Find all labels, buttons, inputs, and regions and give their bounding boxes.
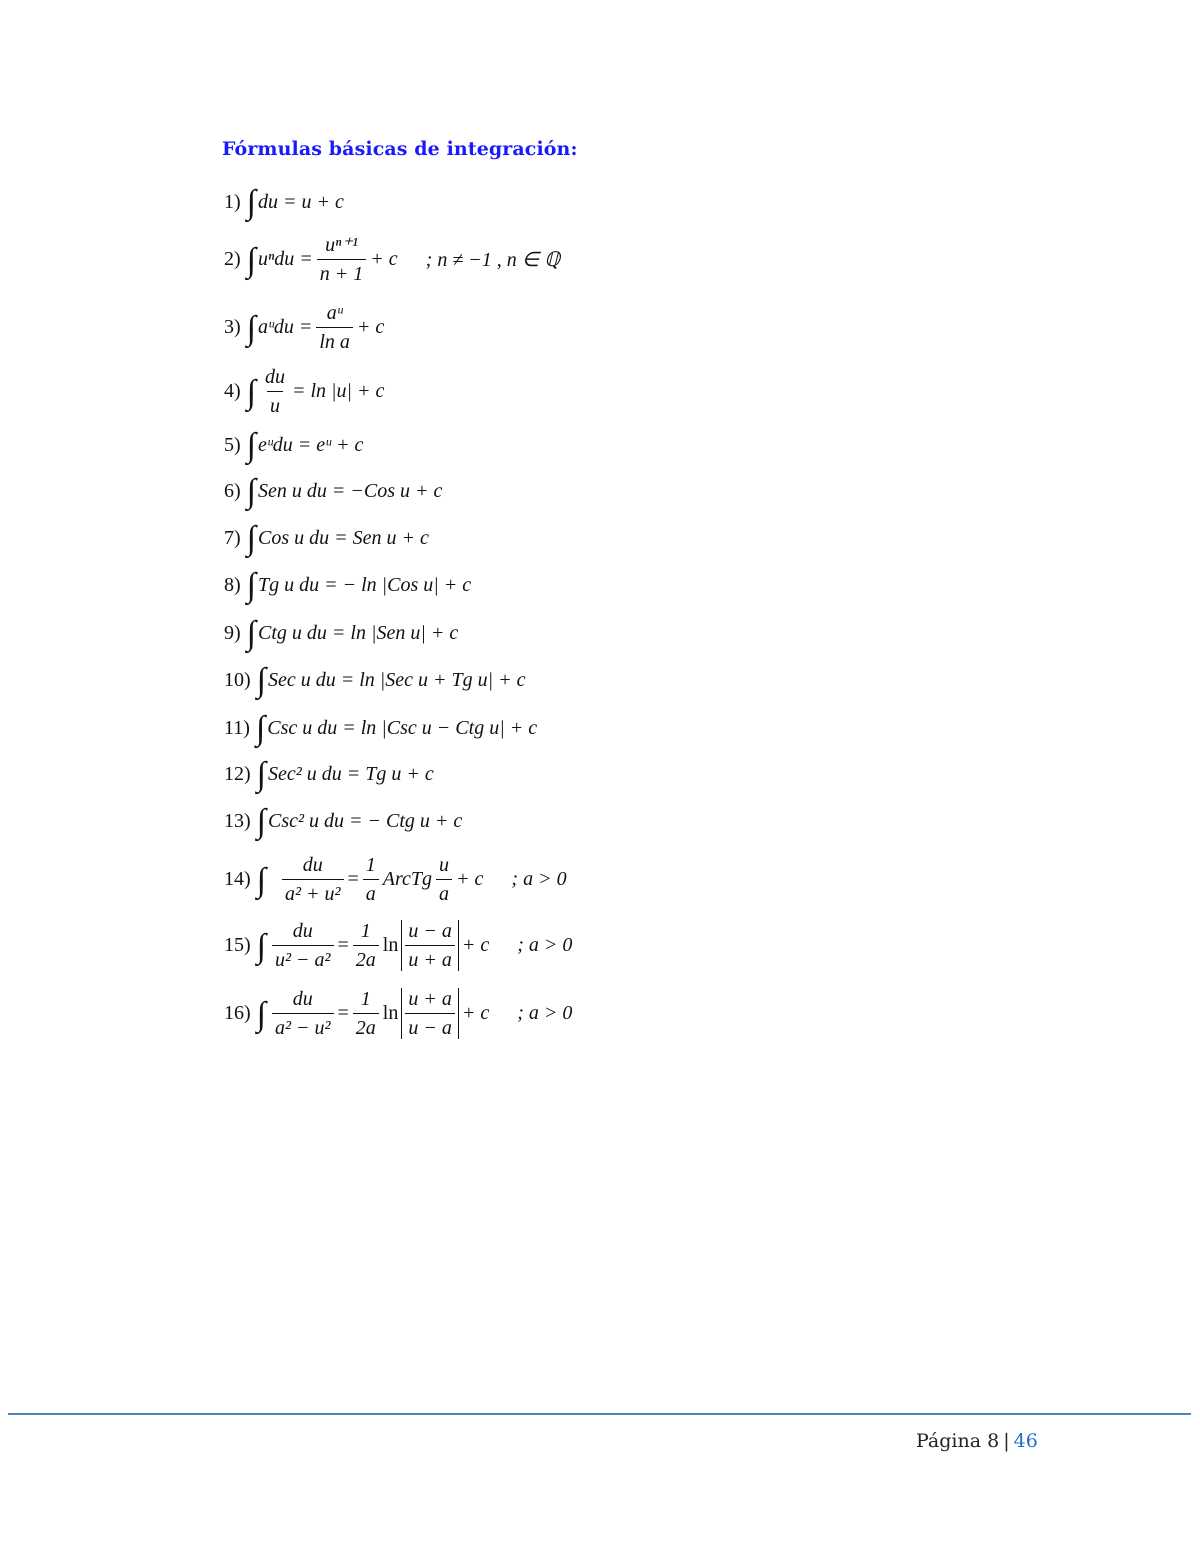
formula-lhs: Sen u du = −Cos u + c: [258, 479, 443, 502]
integral-sign-icon: ∫: [246, 241, 256, 279]
integral-sign-icon: ∫: [256, 662, 266, 699]
integral-sign-icon: ∫: [246, 615, 256, 652]
integral-sign-icon: ∫: [246, 427, 256, 464]
formula-number: 2): [224, 248, 241, 270]
denominator: a: [363, 879, 379, 905]
formula-7: [224, 521, 429, 555]
integral-sign-icon: ∫: [246, 567, 256, 604]
fraction: [405, 920, 455, 971]
footer-divider: [8, 1413, 1191, 1415]
page-heading: Fórmulas básicas de integración:: [222, 138, 578, 160]
integral-sign-icon: ∫: [246, 520, 256, 557]
numerator: u: [439, 854, 450, 876]
formula-4: [224, 366, 384, 417]
fraction: [272, 920, 334, 971]
integral-sign-icon: ∫: [246, 373, 256, 411]
formula-number: 6): [224, 479, 241, 502]
numerator: 1: [360, 920, 371, 942]
formula-12: [224, 757, 434, 791]
formula-1: [224, 185, 344, 219]
formula-number: 14): [224, 868, 251, 890]
formula-number: 15): [224, 934, 251, 956]
fraction: [353, 920, 379, 971]
formula-tail: + c: [356, 316, 385, 338]
formula-number: 16): [224, 1002, 251, 1024]
formula-lhs: Tg u du = − ln |Cos u| + c: [258, 573, 472, 596]
formula-number: 1): [224, 190, 241, 213]
page-label: Página 8: [916, 1430, 1000, 1452]
equals-sign: =: [347, 868, 359, 890]
denominator: a² − u²: [272, 1013, 334, 1039]
fraction: [405, 988, 455, 1039]
formula-16: [224, 988, 572, 1039]
ln-label: ln: [382, 934, 399, 956]
denominator: u: [267, 391, 283, 417]
formula-8: [224, 568, 471, 602]
formula-lhs: uⁿdu =: [258, 248, 313, 270]
fraction: [316, 302, 353, 353]
formula-2: [224, 234, 560, 285]
formula-lhs: Csc² u du = − Ctg u + c: [268, 809, 463, 832]
formula-6: [224, 474, 442, 508]
fraction: [272, 988, 334, 1039]
fraction: [363, 854, 379, 905]
integral-sign-icon: ∫: [256, 803, 266, 840]
page-footer: [916, 1430, 1038, 1452]
numerator: 1: [365, 854, 376, 876]
formula-number: 3): [224, 316, 241, 338]
formula-condition: ; a > 0: [517, 934, 573, 956]
formula-11: [224, 711, 537, 745]
formula-lhs: Sec² u du = Tg u + c: [268, 762, 434, 785]
formula-number: 7): [224, 526, 241, 549]
fraction: [317, 234, 367, 285]
formula-number: 11): [224, 716, 250, 739]
formula-number: 13): [224, 809, 251, 832]
numerator: aᵘ: [326, 302, 343, 324]
formula-number: 4): [224, 380, 241, 402]
formula-number: 8): [224, 573, 241, 596]
formula-lhs: Ctg u du = ln |Sen u| + c: [258, 621, 459, 644]
fraction: [353, 988, 379, 1039]
ln-label: ln: [382, 1002, 399, 1024]
formula-tail: + c: [456, 868, 484, 890]
formula-condition: ; a > 0: [517, 1002, 573, 1024]
denominator: u − a: [405, 1013, 455, 1039]
formula-9: [224, 616, 458, 650]
formula-rhs: = u + c: [283, 190, 344, 213]
fraction: [262, 366, 288, 417]
denominator: u + a: [405, 945, 455, 971]
integral-sign-icon: ∫: [256, 756, 266, 793]
formula-number: 12): [224, 762, 251, 785]
denominator: 2a: [353, 1013, 379, 1039]
equals-sign: =: [337, 934, 349, 956]
integral-sign-icon: ∫: [255, 710, 266, 747]
formula-lhs: eᵘdu = eᵘ + c: [258, 433, 364, 456]
integral-sign-icon: ∫: [256, 861, 266, 899]
formula-tail: + c: [370, 248, 398, 270]
denominator: a² + u²: [282, 879, 344, 905]
integral-sign-icon: ∫: [246, 184, 256, 221]
formula-lhs: aᵘdu =: [258, 316, 313, 338]
numerator: du: [265, 366, 285, 388]
formula-10: [224, 663, 526, 697]
absolute-value: [401, 920, 459, 971]
formula-number: 9): [224, 621, 241, 644]
numerator: u + a: [408, 988, 452, 1010]
absolute-value: [401, 988, 459, 1039]
formula-condition: ; n ≠ −1 , n ∈ ℚ: [425, 249, 560, 271]
numerator: du: [302, 854, 323, 876]
formula-14: [224, 854, 567, 905]
formula-3: [224, 302, 384, 353]
integral-sign-icon: ∫: [256, 927, 266, 965]
denominator: a: [436, 879, 452, 905]
numerator: du: [292, 988, 313, 1010]
formula-tail: = ln |u| + c: [292, 380, 385, 402]
formula-condition: ; a > 0: [511, 868, 567, 890]
formula-15: [224, 920, 572, 971]
integral-sign-icon: ∫: [246, 473, 256, 510]
denominator: u² − a²: [272, 945, 334, 971]
formula-tail: + c: [461, 934, 490, 956]
arctg-label: ArcTg: [382, 868, 433, 890]
numerator: du: [292, 920, 313, 942]
fraction: [436, 854, 452, 905]
page-total: 46: [1013, 1430, 1038, 1452]
denominator: n + 1: [317, 259, 367, 285]
formula-lhs: Sec u du = ln |Sec u + Tg u| + c: [268, 668, 526, 691]
formula-13: [224, 804, 462, 838]
integral-sign-icon: ∫: [256, 995, 266, 1033]
denominator: 2a: [353, 945, 379, 971]
denominator: ln a: [316, 327, 353, 353]
equals-sign: =: [337, 1002, 349, 1024]
numerator: uⁿ⁺¹: [325, 234, 358, 256]
formula-tail: + c: [461, 1002, 490, 1024]
formula-lhs: Cos u du = Sen u + c: [258, 526, 429, 549]
formula-5: [224, 428, 363, 462]
integral-sign-icon: ∫: [246, 309, 256, 347]
formula-lhs: Csc u du = ln |Csc u − Ctg u| + c: [267, 716, 538, 739]
formula-lhs: du: [258, 190, 278, 213]
numerator: 1: [360, 988, 371, 1010]
numerator: u − a: [408, 920, 452, 942]
fraction: [282, 854, 344, 905]
footer-separator: |: [1003, 1430, 1010, 1452]
formula-number: 10): [224, 668, 251, 691]
formula-number: 5): [224, 433, 241, 456]
